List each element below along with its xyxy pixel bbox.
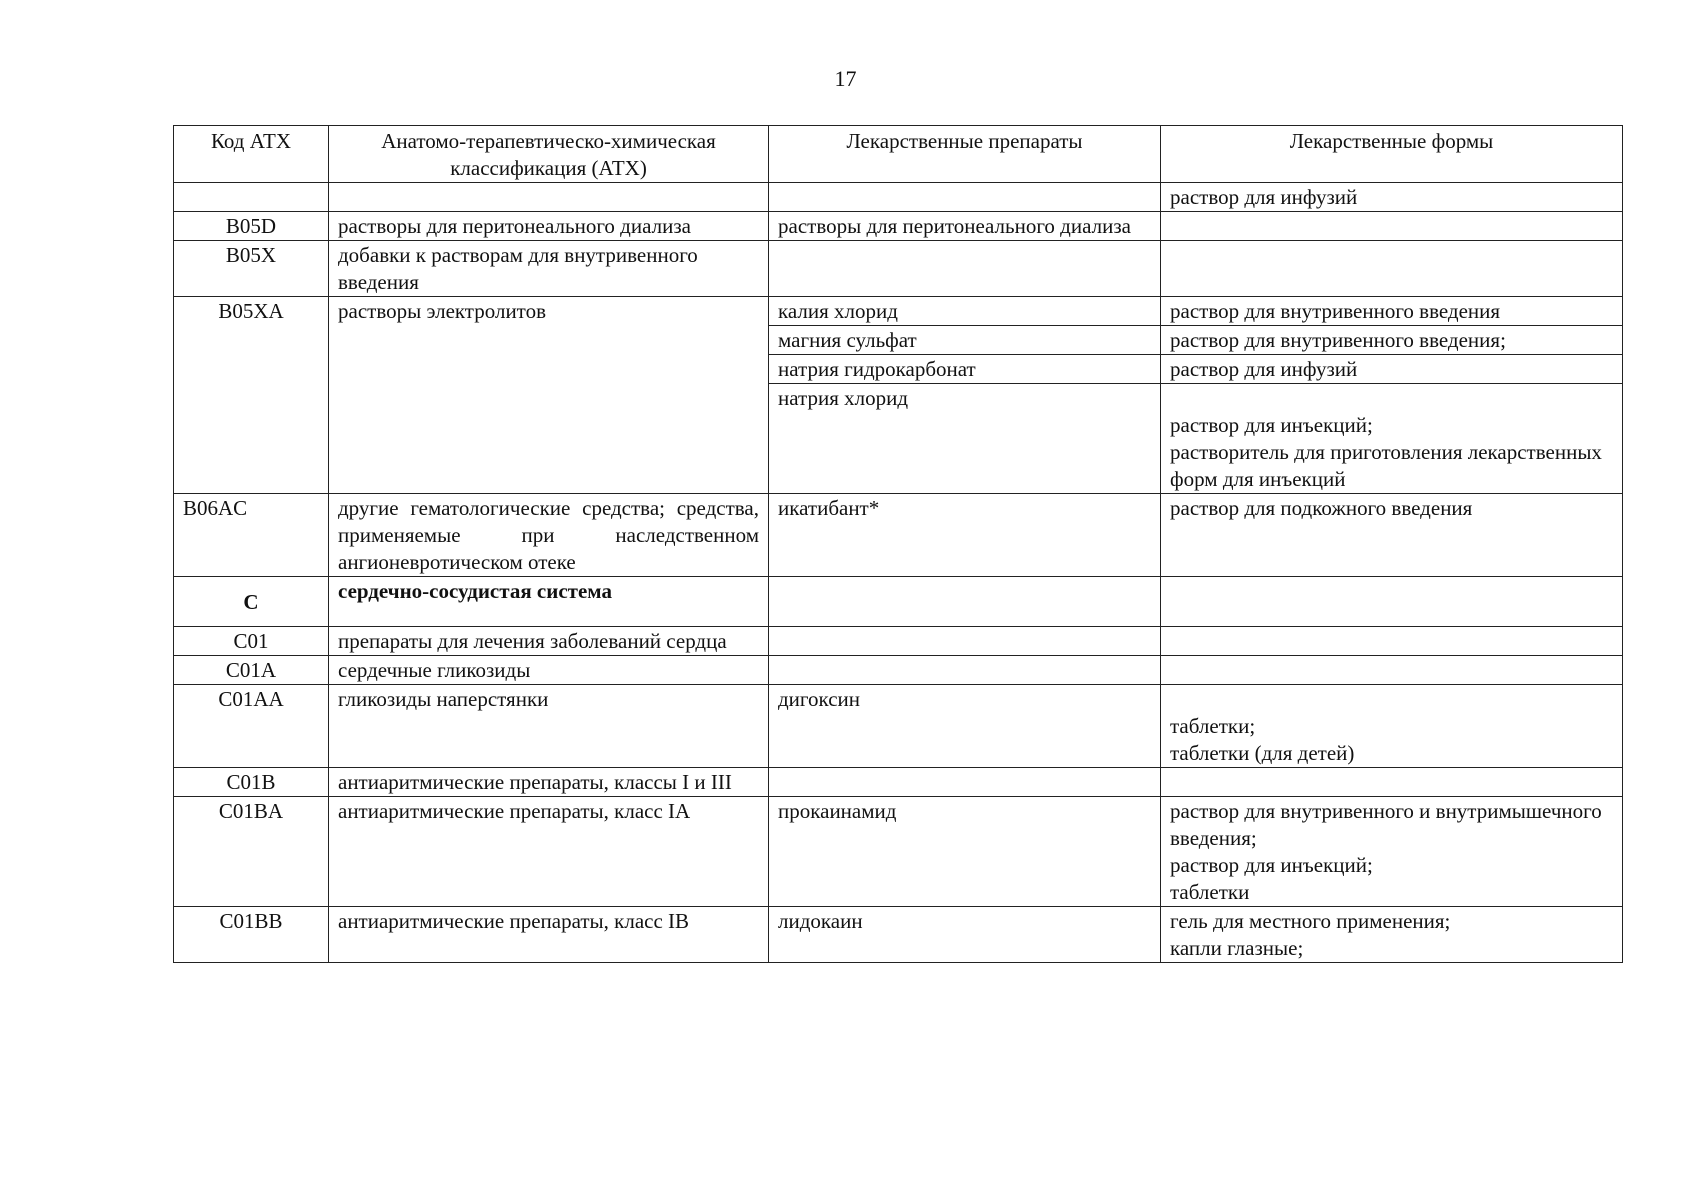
cell-drug (769, 577, 1161, 627)
cell-forms (1161, 241, 1623, 297)
table-row (174, 494, 1623, 577)
table-row (174, 797, 1623, 907)
header-classification: Анатомо-терапевтическо-химическая классификация (АТХ) (329, 126, 769, 183)
cell-forms: раствор для внутривенного введения (1161, 297, 1623, 326)
header-forms: Лекарственные формы (1161, 126, 1623, 183)
cell-drug: магния сульфат (769, 326, 1161, 355)
cell-code: B06AC (174, 494, 329, 577)
table-row (174, 183, 1623, 212)
form-item: таблетки; (1170, 714, 1256, 738)
cell-forms: раствор для инфузий (1161, 183, 1623, 212)
table-row (174, 768, 1623, 797)
cell-classification: растворы для перитонеального диализа (329, 212, 769, 241)
form-item: таблетки (1170, 880, 1250, 904)
cell-classification: гликозиды наперстянки (329, 685, 769, 768)
cell-classification: антиаритмические препараты, классы I и III (329, 768, 769, 797)
form-item: гель для местного применения; (1170, 909, 1451, 933)
cell-drug (769, 656, 1161, 685)
table-header-row (174, 126, 1623, 183)
cell-forms (1161, 577, 1623, 627)
table-row (174, 627, 1623, 656)
form-item: растворитель для приготовления лекарственных форм для инъекций (1170, 440, 1602, 491)
cell-classification: растворы электролитов (329, 297, 769, 494)
cell-forms (1161, 797, 1623, 907)
cell-drug: лидокаин (769, 907, 1161, 963)
form-item: раствор для внутривенного и внутримышечного введения; (1170, 799, 1602, 850)
form-item: капли глазные; (1170, 936, 1304, 960)
cell-code: B05XA (174, 297, 329, 494)
cell-drug (769, 627, 1161, 656)
cell-forms (1161, 384, 1623, 494)
cell-classification: антиаритмические препараты, класс IB (329, 907, 769, 963)
cell-classification: антиаритмические препараты, класс IA (329, 797, 769, 907)
cell-drug: растворы для перитонеального диализа (769, 212, 1161, 241)
cell-drug: натрия хлорид (769, 384, 1161, 494)
table-row (174, 212, 1623, 241)
cell-code: C (174, 577, 329, 627)
cell-code: C01BA (174, 797, 329, 907)
table-row (174, 656, 1623, 685)
cell-drug: натрия гидрокарбонат (769, 355, 1161, 384)
cell-code: C01 (174, 627, 329, 656)
form-item: раствор для инъекций; (1170, 413, 1373, 437)
cell-code: C01BB (174, 907, 329, 963)
cell-forms: раствор для инфузий (1161, 355, 1623, 384)
cell-forms (1161, 685, 1623, 768)
cell-drug: дигоксин (769, 685, 1161, 768)
cell-drug: калия хлорид (769, 297, 1161, 326)
cell-drug (769, 183, 1161, 212)
cell-drug (769, 768, 1161, 797)
cell-forms: раствор для подкожного введения (1161, 494, 1623, 577)
header-code: Код АТХ (174, 126, 329, 183)
table-row (174, 685, 1623, 768)
cell-forms (1161, 768, 1623, 797)
header-drugs: Лекарственные препараты (769, 126, 1161, 183)
cell-code: C01A (174, 656, 329, 685)
cell-classification: препараты для лечения заболеваний сердца (329, 627, 769, 656)
cell-code: B05D (174, 212, 329, 241)
form-item: таблетки (для детей) (1170, 741, 1355, 765)
cell-drug (769, 241, 1161, 297)
cell-code: C01AA (174, 685, 329, 768)
cell-classification (329, 183, 769, 212)
cell-forms (1161, 656, 1623, 685)
cell-classification: сердечные гликозиды (329, 656, 769, 685)
cell-code: B05X (174, 241, 329, 297)
cell-drug: прокаинамид (769, 797, 1161, 907)
cell-classification: сердечно-сосудистая система (329, 577, 769, 627)
cell-code (174, 183, 329, 212)
cell-forms (1161, 907, 1623, 963)
cell-forms (1161, 627, 1623, 656)
page-number: 17 (834, 66, 857, 91)
table-row (174, 297, 1623, 326)
table-row (174, 907, 1623, 963)
cell-classification: добавки к растворам для внутривенного введения (329, 241, 769, 297)
table-row (174, 241, 1623, 297)
cell-classification: другие гематологические средства; средства, применяемые при наследственном ангионевротическом отеке (329, 494, 769, 577)
atx-table (173, 125, 1623, 963)
form-item: раствор для инъекций; (1170, 853, 1373, 877)
table-row (174, 577, 1623, 627)
cell-drug: икатибант* (769, 494, 1161, 577)
cell-code: C01B (174, 768, 329, 797)
cell-forms: раствор для внутривенного введения; (1161, 326, 1623, 355)
cell-forms (1161, 212, 1623, 241)
